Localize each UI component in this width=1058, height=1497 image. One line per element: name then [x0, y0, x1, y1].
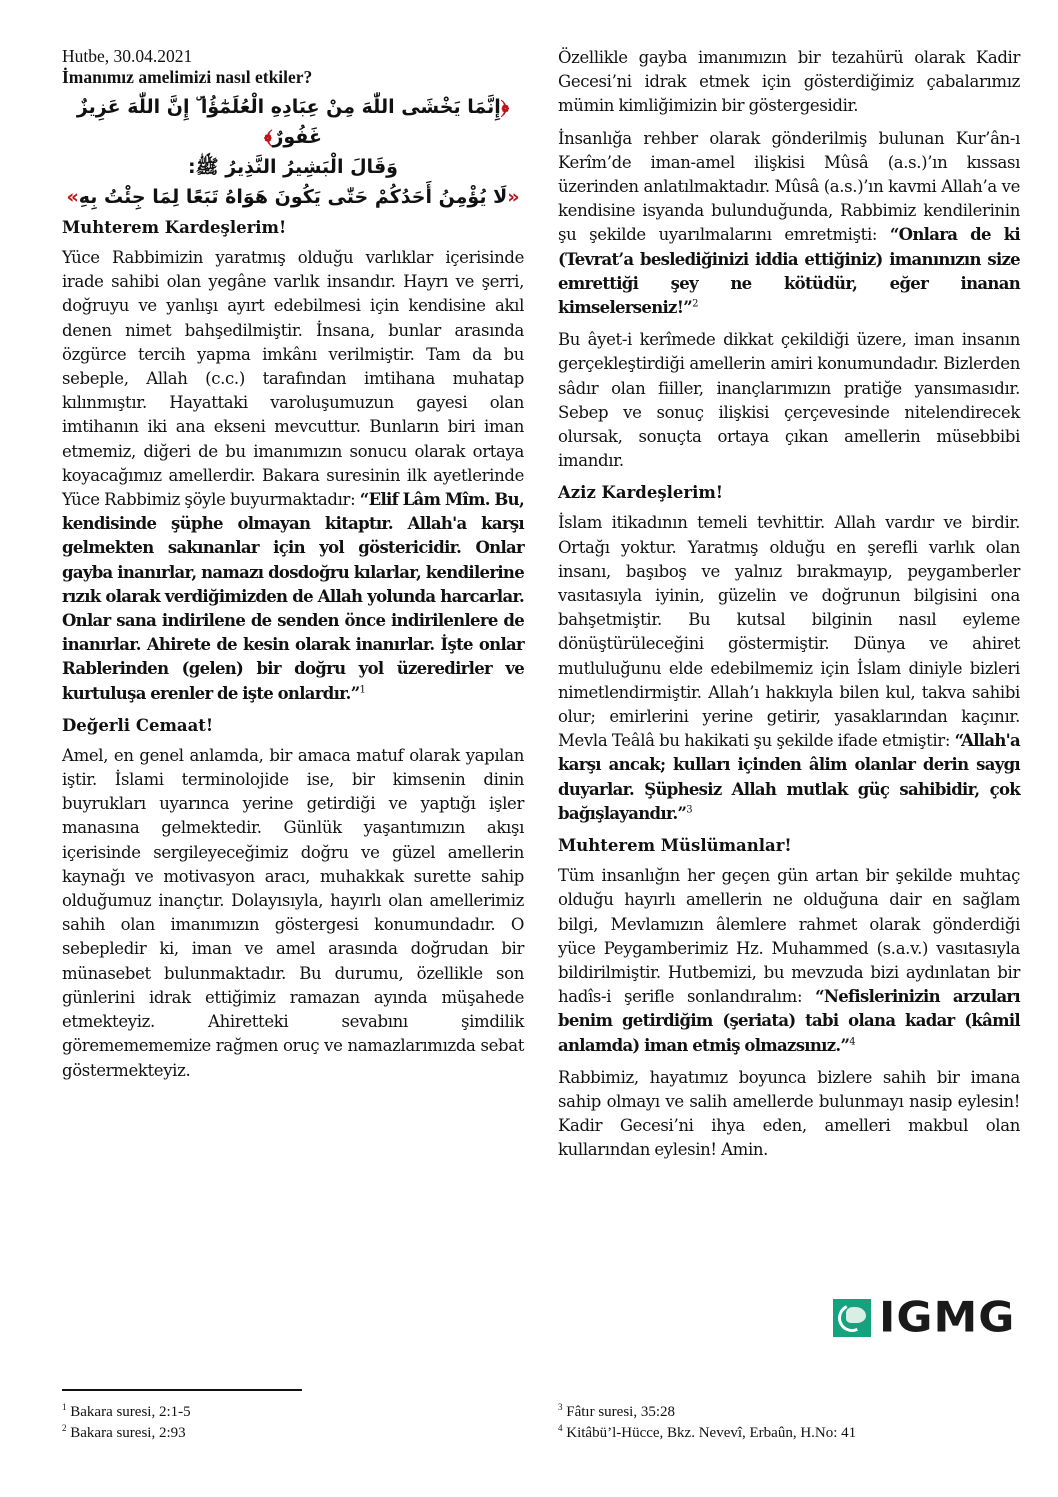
quran-quote: “Allah'a karşı ancak; kulları içinden âlim olanlar derin saygı duyarlar. Şüphesiz Allah mutlak güç sahibidir, çok bağışlayandır.”: [558, 731, 1020, 823]
paragraph: [558, 864, 1020, 1058]
footnote-divider: [62, 1389, 302, 1391]
paragraph: Bu âyet-i kerîmede dikkat çekildiği üzere, iman insanın gerçekleştirdiği amellerin amiri konumundadır. Bizlerden sâdır olan fiiller, inançlarımızın pratiğe yansımasıdır. Sebep ve sonuç ilişkisi çerçevesinde nitelendirecek olursak, sonuçta ortaya çıkan amellerin müsebbibi imandır.: [558, 330, 1020, 471]
footnote-text: Fâtır suresi, 35:28: [566, 1404, 675, 1420]
paragraph-text: İnsanlığa rehber olarak gönderilmiş bulunan Kur’ân-ı Kerîm’de iman-amel ilişkisi Mûsâ (a.s.)’ın kıssası üzerinden anlatılmaktadır. Mûsâ (a.s.)’ın kavmi Allah’a ve kendisine isyanda bulunduğunda, Rabbimiz kendilerinin şu şekilde uyarılmalarını emretmişti:: [558, 128, 1020, 245]
section-heading: Aziz Kardeşlerim!: [558, 483, 724, 503]
paragraph: [62, 246, 524, 706]
footnote-text: Kitâbü’l-Hücce, Bkz. Nevevî, Erbaûn, H.No: 41: [566, 1425, 857, 1441]
footnote: [558, 1423, 856, 1444]
right-column: [558, 46, 1020, 1171]
footnote-text: Bakara suresi, 2:1-5: [70, 1404, 191, 1420]
paragraph: [558, 127, 1020, 321]
footnotes-right: [558, 1402, 856, 1444]
arabic-hadith: [62, 182, 524, 212]
footnote-number: 3: [558, 1402, 563, 1412]
footnote-ref[interactable]: 3: [686, 804, 693, 816]
verse-bracket-open: ﴿: [500, 96, 510, 118]
paragraph: [558, 511, 1020, 826]
arabic-hadith-intro: وَقَالَ الْبَشِيرُ النَّذِيرُ ﷺ:: [188, 156, 398, 178]
sermon-title: İmanımız amelimizi nasıl etkiler?: [62, 67, 313, 87]
logo-text: IGMG: [879, 1293, 1016, 1342]
verse-text: إِنَّمَا يَخْشَى اللّٰهَ مِنْ عِبَادِهِ الْعُلَمٰٓؤُا ۜ إِنَّ اللّٰهَ عَزِيزٌ غَفُورٌ: [76, 96, 501, 148]
left-column: [62, 46, 524, 1091]
quran-quote: “Elif Lâm Mîm. Bu, kendisinde şüphe olmayan kitaptır. Allah'a karşı gelmekten sakınanlar için yol göstericidir. Onlar gayba inanırlar, namazı dosdoğru kılarlar, kendilerine rızık olarak verdiğimizden de Allah yolunda harcarlar. Onlar sana indirilene de senden önce indirilenlere de inanırlar. Ahirete de kesin olarak inanırlar. İşte onlar Rablerinden (gelen) bir doğru yol üzeredirler ve kurtuluşa erenler de işte onlardır.”: [62, 490, 524, 703]
footnote-ref[interactable]: 1: [359, 684, 366, 696]
paragraph-text: İslam itikadının temeli tevhittir. Allah vardır ve birdir. Ortağı yoktur. Yaratmış olduğu en şerefli varlık olan insanı, başıboş ve yalnız bırakmayıp, peygamberler vasıtasıyla iyinin, güzelin ve doğrunun bilgisini ona bahşetmiştir. Bu kutsal bilginin nasıl eyleme dönüştürüleceğini göstermiştir. Dünya ve ahiret mutluluğunu elde edebilmemiz için İslam diniyle bizleri nimetlendirmiştir. Allah’ı hakkıyla bilen kul, takva sahibi olur; emirlerini yerine getirir, yasaklarından kaçınır. Mevla Teâlâ bu hakikati şu şekilde ifade etmiştir:: [558, 513, 1020, 751]
paragraph: Rabbimiz, hayatımız boyunca bizlere sahih bir imana sahip olmayı ve salih amellerde bulunmayı nasip eylesin! Kadir Gecesi’ni ihya eden, amelleri makbul olan kullarından eylesin! Amin.: [558, 1067, 1020, 1160]
sermon-date: Hutbe, 30.04.2021: [62, 46, 193, 66]
paragraph-text: Yüce Rabbimizin yaratmış olduğu varlıklar içerisinde irade sahibi olan yegâne varlık insandır. Hayrı ve şerri, doğruyu ve yanlışı ayırt edebilmesi için kendisine akıl denen nimet bahşedilmiştir. İnsana, bunlar arasında özgürce tercih yapma imkânı verilmiştir. Tam da bu sebeple, Allah (c.c.) tarafından imtihana muhatap kılınmıştır. Hayattaki varoluşumuzun gayesi olan imtihanın iki ana ekseni mevcuttur. Bunların biri iman etmemiz, diğeri de bu imanımızın sonucu olarak ortaya koyacağımız amellerdir. Bakara suresinin ilk ayetlerinde Yüce Rabbimiz şöyle buyurmaktadır:: [62, 248, 524, 510]
paragraph: Amel, en genel anlamda, bir amaca matuf olarak yapılan iştir. İslami terminolojide ise, bir kimsenin dinin buyrukları uyarınca yerine getirdiği ve yaptığı işler manasına gelmektedir. Günlük yaşantımızın akışı içerisinde sergileyeceğimiz doğru ve güzel amellerin kaynağı ve motivasyon aracı, muhakkak surette sahip olduğumuz inançtır. Dolayısıyla, hayırlı olan amellerimiz sahih olan imanımızın göstergesi konumundadır. O sebepledir ki, iman ve amel arasında doğrudan bir münasebet bulunmaktadır. Bu durumu, özellikle son günlerini idrak ettiğimiz ramazan ayında müşahede etmekteyiz. Ahiretteki sevabını şimdilik görememememize rağmen oruç ve namazlarımızda sebat göstermekteyiz.: [62, 745, 524, 1080]
footnote-number: 1: [62, 1402, 67, 1412]
hadith-quote-close: »: [66, 186, 79, 208]
crescent-map-icon: [833, 1299, 871, 1337]
footnote: [558, 1402, 856, 1423]
quran-quote: “Onlara de ki (Tevrat’a beslediğinizi iddia ettiğiniz) imanınızın size emrettiği şey ne kötüdür, eğer inanan kimselerseniz!”: [558, 225, 1020, 318]
footnote: [62, 1423, 191, 1444]
footnote: [62, 1402, 191, 1423]
paragraph-text: Tüm insanlığın her geçen gün artan bir şekilde muhtaç olduğu hayırlı amellerin ne olduğuna dair en sağlam bilgi, Mevlamızın âlemlere rahmet olarak gönderdiği yüce Peygamberimiz Hz. Muhammed (s.a.v.) vasıtasıyla bildirilmiştir. Hutbemizi, bu mevzuda bizi aydınlatan bir hadîs-i şerifle sonlandıralım:: [558, 866, 1020, 1007]
section-heading: Değerli Cemaat!: [62, 715, 214, 735]
hadith-text: لَا يُؤْمِنُ أَحَدُكُمْ حَتّٰى يَكُونَ هَوَاهُ تَبَعًا لِمَا جِئْتُ بِهِ: [78, 186, 508, 208]
igmg-logo: [833, 1293, 1016, 1342]
footnote-text: Bakara suresi, 2:93: [70, 1425, 186, 1441]
section-heading: Muhterem Kardeşlerim!: [62, 218, 287, 237]
arabic-verse: [62, 92, 524, 152]
hadith-quote-open: «: [507, 186, 520, 208]
footnote-number: 4: [558, 1423, 563, 1433]
section-heading: Muhterem Müslümanlar!: [558, 836, 792, 856]
hadith-quote: “Nefislerinizin arzuları benim getirdiğim (şeriata) tabi olana kadar (kâmil anlamda) iman etmiş olmazsınız.”: [558, 987, 1020, 1055]
verse-bracket-close: ﴾: [264, 126, 273, 148]
footnote-number: 2: [62, 1423, 67, 1433]
footnote-ref[interactable]: 2: [692, 298, 699, 310]
footnote-ref[interactable]: 4: [849, 1036, 856, 1048]
paragraph: Özellikle gayba imanımızın bir tezahürü olarak Kadir Gecesi’ni idrak etmek için gösterdiğimiz çabalarımız mümin kimliğimizin bir göstergesidir.: [558, 48, 1020, 116]
footnotes-left: [62, 1402, 191, 1444]
